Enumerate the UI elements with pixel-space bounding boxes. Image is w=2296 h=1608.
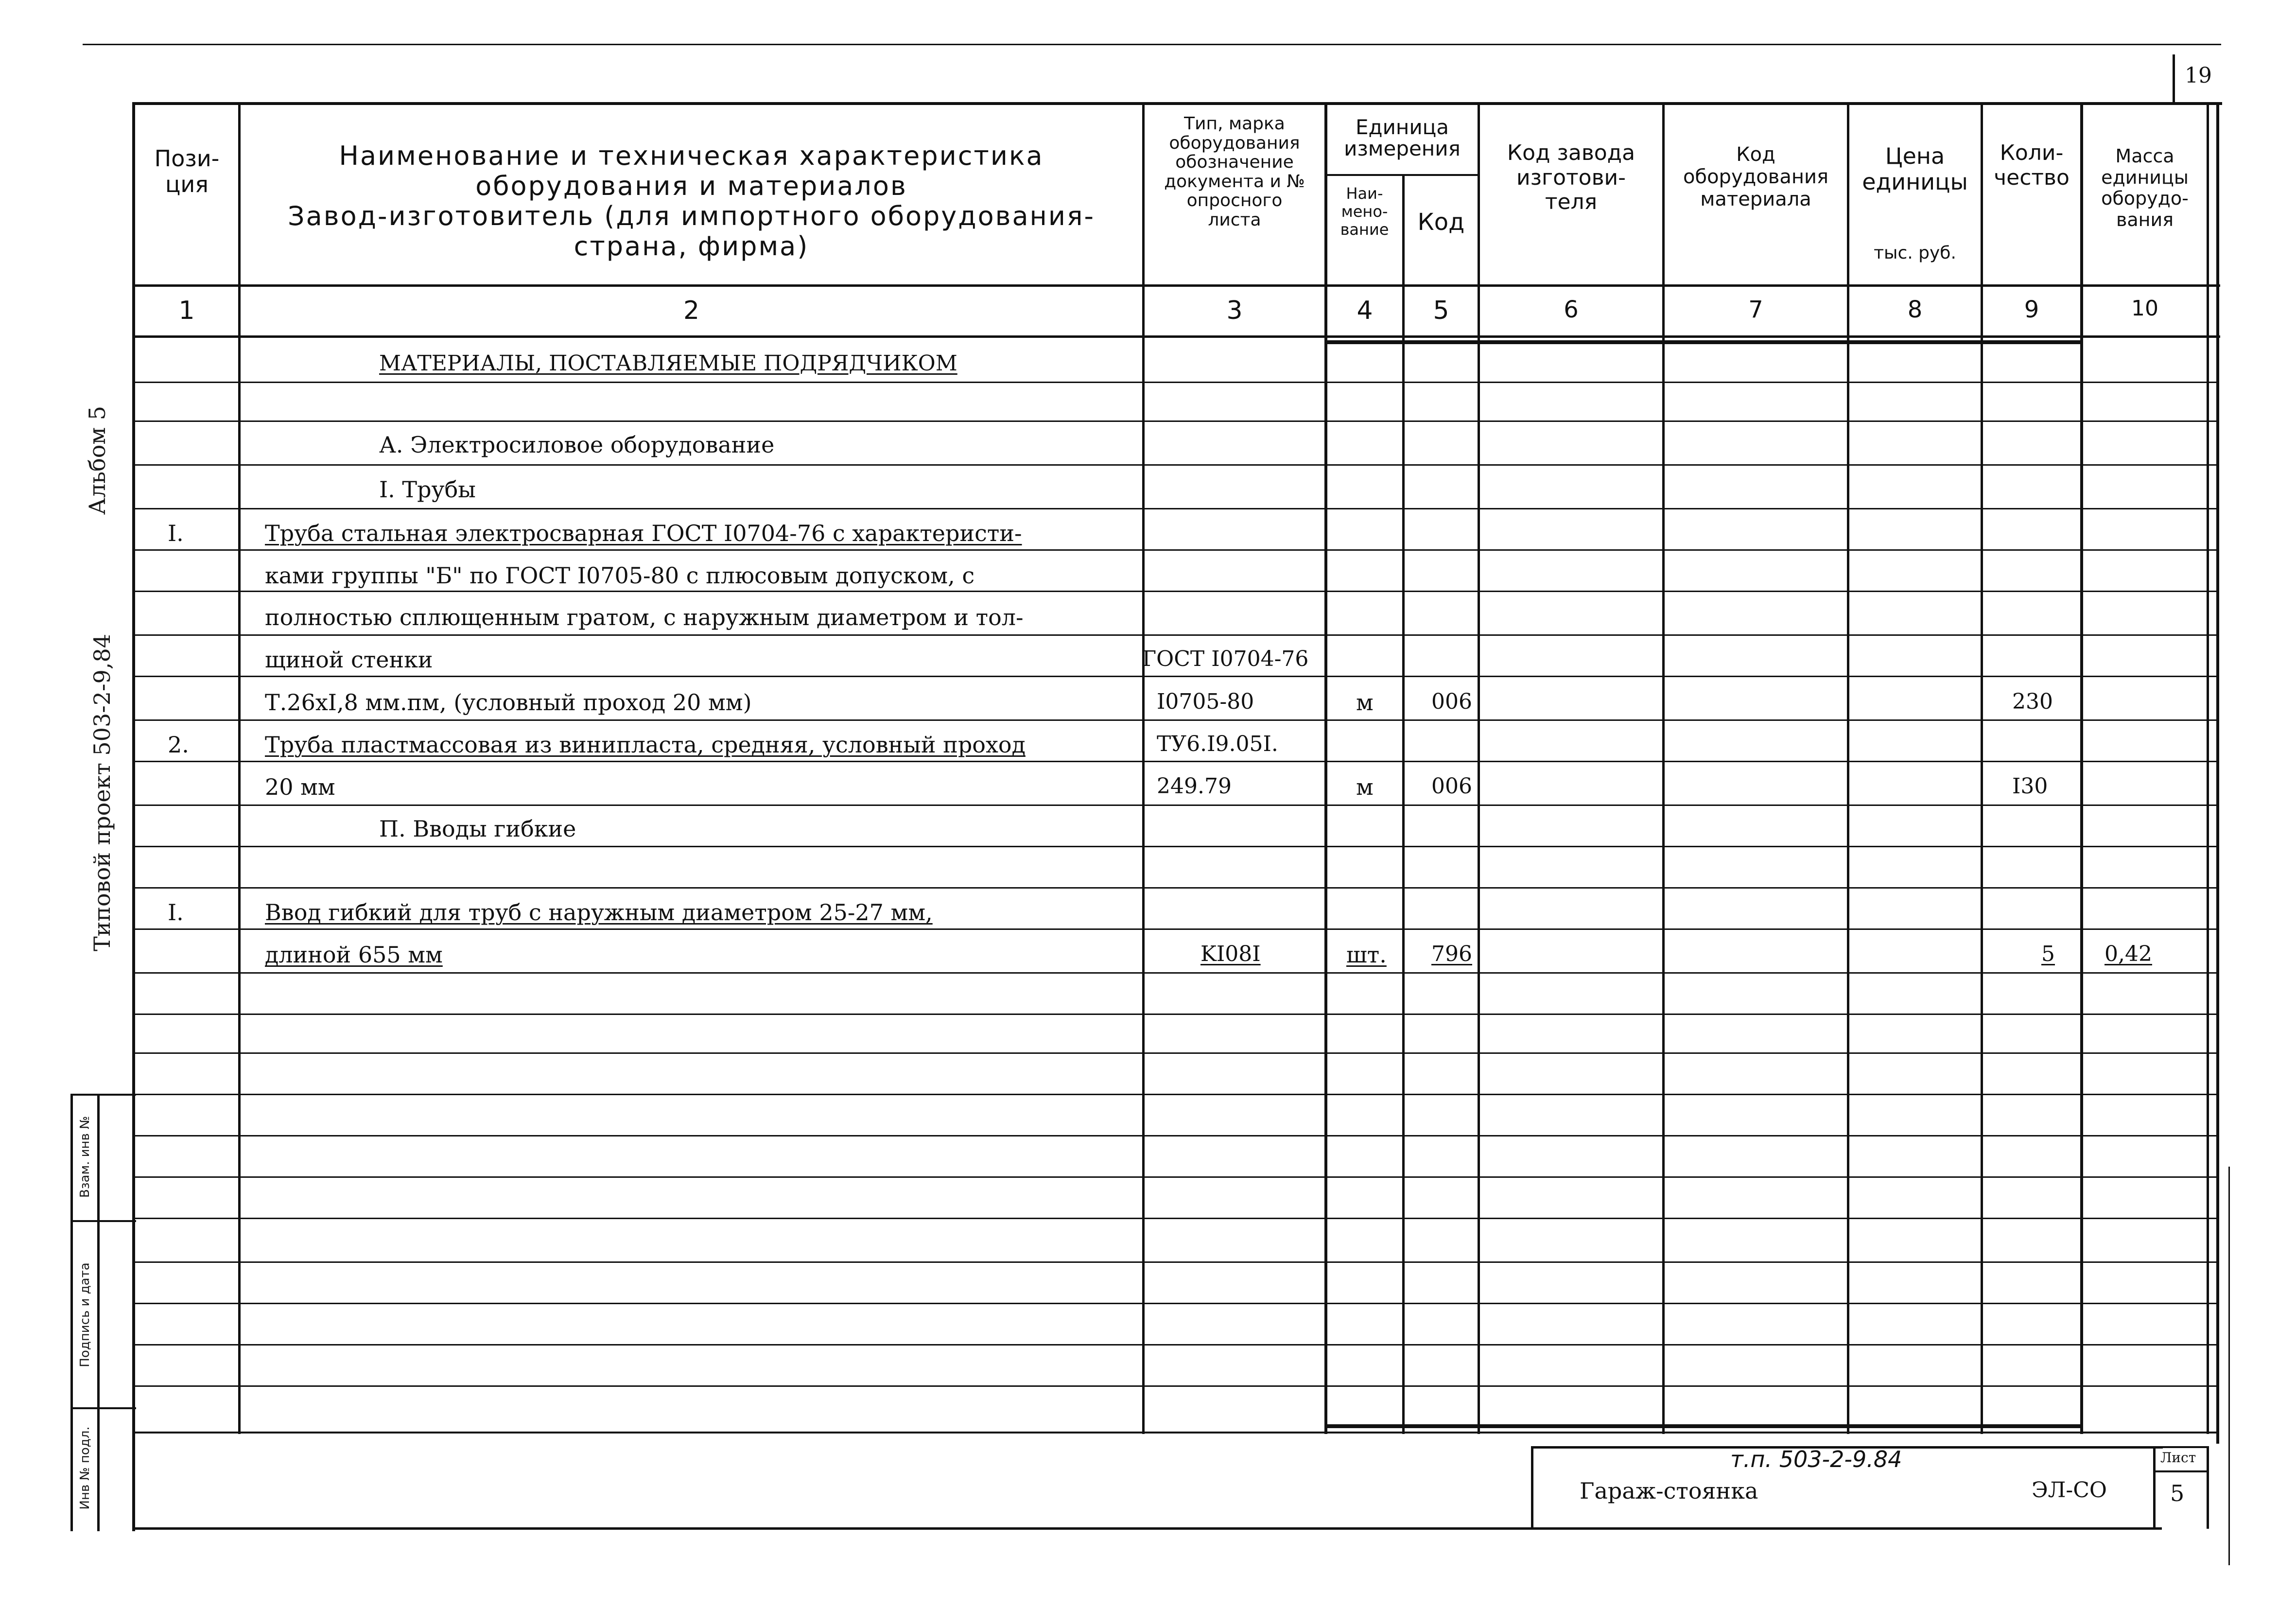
item1-doc-line1: ГОСТ I0704-76: [1142, 647, 1309, 671]
item3-position: I.: [168, 899, 184, 926]
item3-doc: KI08I: [1200, 942, 1261, 966]
colnum-3: 3: [1226, 296, 1243, 325]
item1-desc-line1: Труба стальная электросварная ГОСТ I0704-76 с характеристи-: [265, 520, 1022, 546]
item1-doc-line2: I0705-80: [1157, 689, 1254, 714]
title-object: Гараж-стоянка: [1580, 1478, 1758, 1504]
header-position: Пози- ция: [154, 145, 220, 197]
stamp-vzam-inv: Взам. инв №: [78, 1116, 92, 1198]
item2-desc-line1: Труба пластмассовая из винипласта, средняя, условный проход: [265, 732, 1026, 758]
item3-quantity: 5: [2041, 942, 2055, 966]
header-material-code: Код оборудования материала: [1683, 143, 1829, 210]
item1-code: 006: [1431, 689, 1472, 714]
item3-unit: шт.: [1346, 942, 1387, 968]
colnum-5: 5: [1433, 296, 1449, 325]
colnum-10: 10: [2131, 296, 2158, 321]
header-unit-code: Код: [1417, 209, 1465, 236]
colnum-9: 9: [2024, 296, 2039, 323]
item3-desc-line1: Ввод гибкий для труб с наружным диаметром 25-27 мм,: [265, 899, 933, 926]
item2-doc-line1: ТУ6.I9.05I.: [1157, 732, 1278, 756]
item2-position: 2.: [168, 732, 189, 758]
header-name: Наименование и техническая характеристика оборудования и материалов Завод-изготовитель (для импортного оборудования- страна, фирма): [288, 140, 1095, 262]
colnum-7: 7: [1748, 296, 1763, 323]
item2-code: 006: [1431, 774, 1472, 799]
item1-quantity: 230: [2012, 689, 2053, 714]
header-type: Тип, марка оборудования обозначение документа и № опросного листа: [1164, 114, 1305, 230]
header-mass: Масса единицы оборудо- вания: [2101, 145, 2189, 231]
stamp-inv-number: Инв № подл.: [78, 1426, 92, 1510]
title-code: ЭЛ-СО: [2032, 1478, 2107, 1503]
header-quantity: Коли- чество: [1994, 140, 2070, 190]
item2-desc-line2: 20 мм: [265, 774, 335, 800]
album-label: Альбом 5: [84, 405, 110, 515]
colnum-6: 6: [1564, 296, 1579, 323]
group-flex-inputs: П. Вводы гибкие: [379, 816, 576, 842]
colnum-2: 2: [683, 296, 700, 325]
stamp-signature-date: Подпись и дата: [78, 1262, 92, 1367]
item1-desc-line3: полностью сплющенным гратом, с наружным диаметром и тол-: [265, 604, 1024, 630]
group-pipes: I. Трубы: [379, 476, 476, 503]
colnum-8: 8: [1907, 296, 1923, 323]
header-unit-group: Единица измерения: [1344, 115, 1461, 161]
item3-mass: 0,42: [2105, 942, 2152, 966]
section-title: МАТЕРИАЛЫ, ПОСТАВЛЯЕМЫЕ ПОДРЯДЧИКОМ: [379, 351, 957, 376]
title-sheet-number: 5: [2170, 1480, 2185, 1506]
colnum-1: 1: [178, 296, 195, 325]
header-price-unit: тыс. руб.: [1874, 243, 1956, 263]
item3-code: 796: [1431, 942, 1472, 966]
colnum-4: 4: [1357, 296, 1373, 325]
title-handwritten-code: т.п. 503-2-9.84: [1730, 1446, 1902, 1472]
item1-position: I.: [168, 520, 184, 546]
item1-desc-line4: щиной стенки: [265, 647, 433, 673]
title-sheet-label: Лист: [2160, 1450, 2196, 1466]
group-electro: А. Электросиловое оборудование: [379, 432, 775, 458]
item1-desc-line5: Т.26хI,8 мм.пм, (условный проход 20 мм): [265, 689, 752, 716]
item2-doc-line2: 249.79: [1157, 774, 1232, 799]
item1-desc-line2: ками группы "Б" по ГОСТ I0705-80 с плюсовым допуском, с: [265, 562, 975, 589]
item1-unit: м: [1356, 689, 1374, 716]
item3-desc-line2: длиной 655 мм: [265, 942, 443, 968]
item2-quantity: I30: [2012, 774, 2048, 799]
header-plant-code: Код завода изготови- теля: [1507, 140, 1635, 215]
page-number: 19: [2185, 63, 2212, 88]
project-label: Типовой проект 503-2-9,84: [89, 634, 115, 951]
header-price: Цена единицы: [1862, 143, 1968, 195]
item2-unit: м: [1356, 774, 1374, 800]
header-unit-name: Наи- мено- вание: [1340, 184, 1389, 239]
